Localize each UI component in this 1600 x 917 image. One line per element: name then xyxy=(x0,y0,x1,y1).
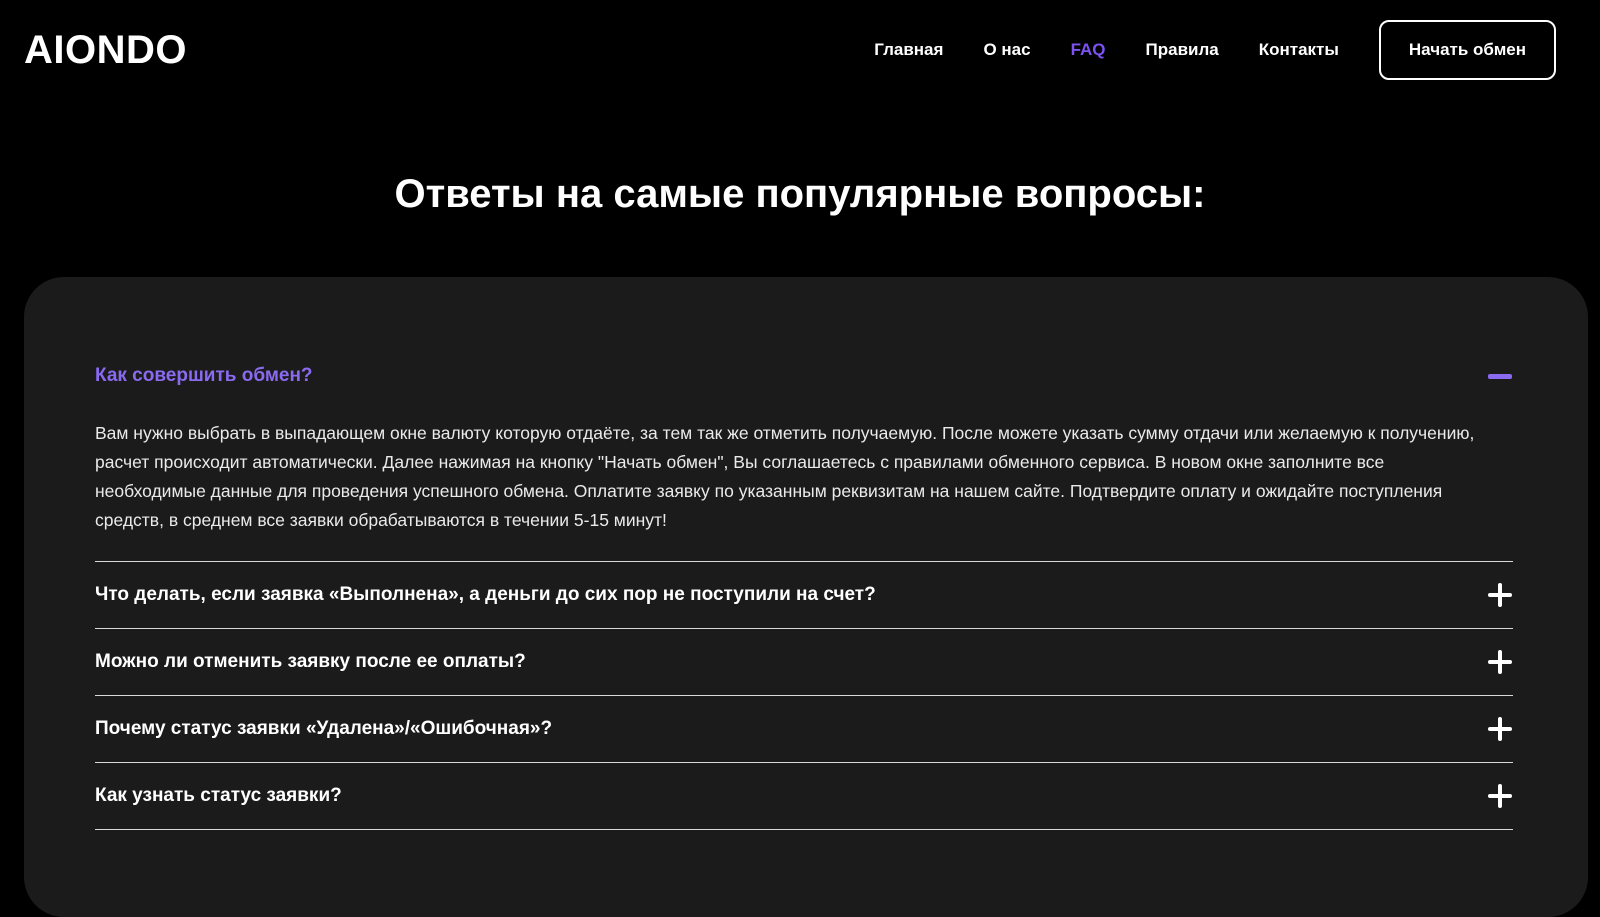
plus-icon[interactable] xyxy=(1487,582,1513,608)
faq-item xyxy=(95,363,1513,562)
faq-question[interactable]: Как совершить обмен? xyxy=(95,365,313,387)
site-header xyxy=(0,0,1600,100)
faq-question-row[interactable] xyxy=(95,763,1513,829)
faq-question-row[interactable] xyxy=(95,629,1513,695)
faq-answer: Вам нужно выбрать в выпадающем окне валюту которую отдаёте, за тем так же отметить получаемую. После можете указать сумму отдачи или желаемую к получению, расчет происходит автоматически. Далее нажимая на кнопку "Начать обмен", Вы соглашаетесь с правилами обменного сервиса. В новом окне заполните все необходимые данные для проведения успешного обмена. Оплатите заявку по указанным реквизитам на нашем сайте. Подтвердите оплату и ожидайте поступления средств, в среднем все заявки обрабатываются в течении 5-15 минут! xyxy=(95,423,1475,530)
faq-item xyxy=(95,763,1513,830)
faq-item xyxy=(95,696,1513,763)
minus-icon[interactable] xyxy=(1487,363,1513,389)
faq-question[interactable]: Можно ли отменить заявку после ее оплаты? xyxy=(95,651,526,673)
page-title: Ответы на самые популярные вопросы: xyxy=(394,172,1206,216)
faq-question[interactable]: Как узнать статус заявки? xyxy=(95,785,342,807)
main-nav xyxy=(874,20,1556,80)
faq-item xyxy=(95,562,1513,629)
faq-item xyxy=(95,629,1513,696)
nav-item[interactable]: FAQ xyxy=(1070,40,1106,59)
plus-icon[interactable] xyxy=(1487,716,1513,742)
nav-items xyxy=(874,40,1339,60)
faq-question[interactable]: Почему статус заявки «Удалена»/«Ошибочная»? xyxy=(95,718,553,740)
nav-item[interactable]: Главная xyxy=(874,40,944,59)
nav-item[interactable]: О нас xyxy=(983,40,1031,59)
faq-question-row[interactable] xyxy=(95,363,1513,389)
start-exchange-button[interactable]: Начать обмен xyxy=(1379,20,1556,80)
plus-icon[interactable] xyxy=(1487,649,1513,675)
brand-logo[interactable]: AIONDO xyxy=(24,27,187,72)
nav-item[interactable]: Контакты xyxy=(1258,40,1339,59)
faq-question[interactable]: Что делать, если заявка «Выполнена», а деньги до сих пор не поступили на счет? xyxy=(95,584,876,606)
faq-question-row[interactable] xyxy=(95,562,1513,628)
faq-card xyxy=(24,277,1588,917)
faq-question-row[interactable] xyxy=(95,696,1513,762)
nav-item[interactable]: Правила xyxy=(1145,40,1219,59)
plus-icon[interactable] xyxy=(1487,783,1513,809)
